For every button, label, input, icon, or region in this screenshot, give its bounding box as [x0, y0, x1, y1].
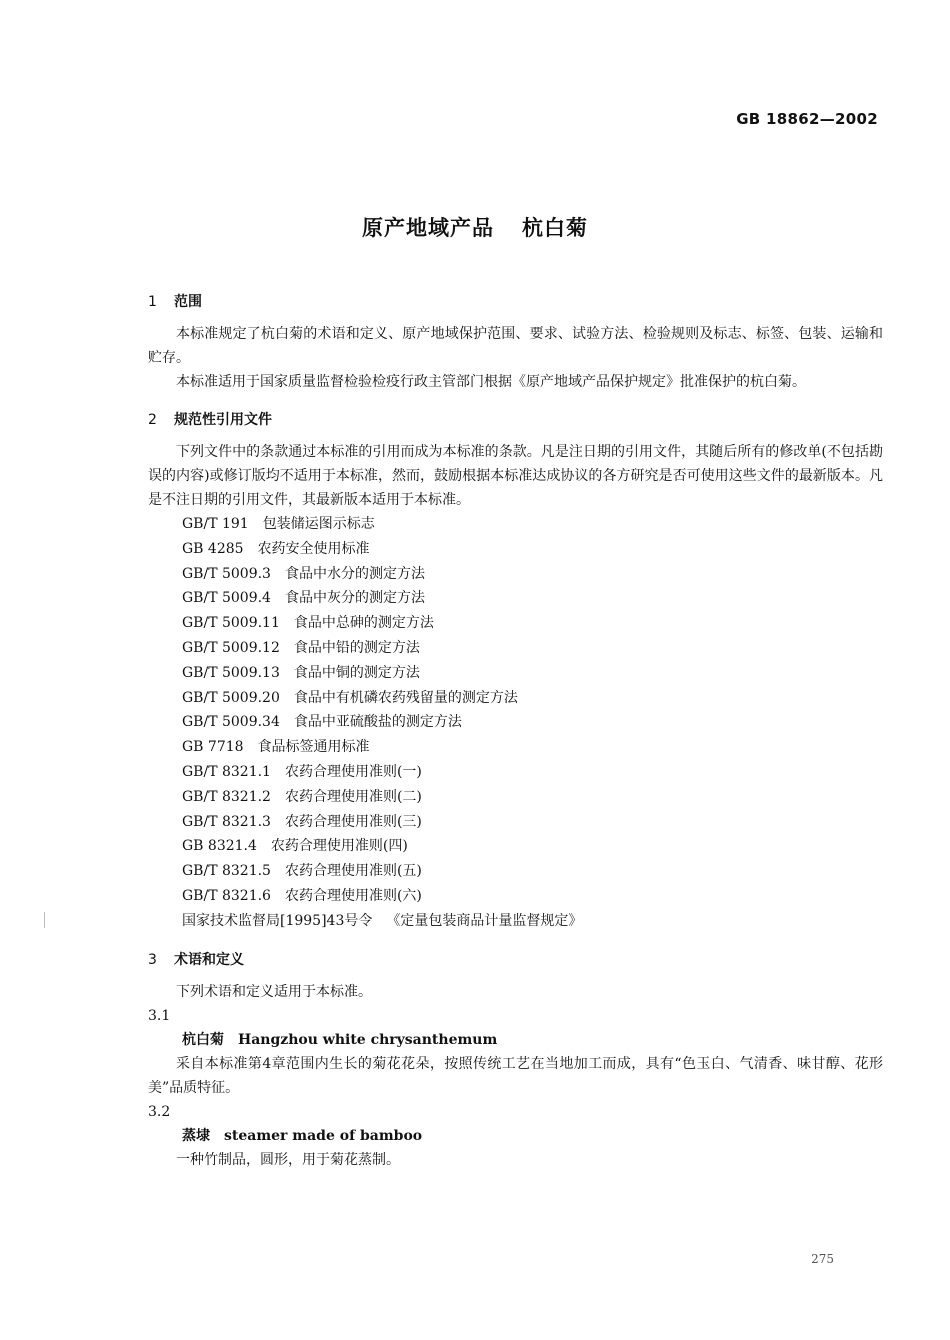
reference-code: GB/T 5009.20: [182, 689, 280, 706]
reference-title: 食品中水分的测定方法: [284, 565, 425, 582]
section-number: 2: [148, 412, 157, 428]
term-chinese: 杭白菊: [182, 1031, 224, 1048]
section-1-paragraph-1: 本标准规定了杭白菊的术语和定义、原产地域保护范围、要求、试验方法、检验规则及标志、标签、包装、运输和贮存。: [148, 326, 883, 366]
reference-code: GB/T 5009.11: [182, 615, 280, 632]
reference-item: [148, 909, 883, 934]
reference-code: GB 7718: [182, 739, 244, 756]
section-1-heading: [148, 290, 883, 314]
reference-item: [148, 760, 883, 785]
reference-item: [148, 537, 883, 562]
section-number: 1: [148, 294, 157, 310]
reference-title: 农药合理使用准则(六): [284, 887, 422, 904]
reference-item: [148, 512, 883, 537]
reference-title: 食品中铅的测定方法: [293, 639, 420, 656]
reference-title: 食品标签通用标准: [257, 739, 370, 756]
document-body: [148, 290, 883, 1172]
reference-list: [148, 512, 883, 934]
reference-code: GB/T 5009.4: [182, 590, 271, 607]
reference-item: [148, 884, 883, 909]
section-title: 规范性引用文件: [174, 412, 272, 428]
reference-item: [148, 686, 883, 711]
section-3-heading: [148, 948, 883, 972]
document-title: [0, 212, 950, 242]
reference-code: GB/T 8321.1: [182, 763, 271, 780]
term-heading: [148, 1124, 883, 1148]
reference-title: 农药合理使用准则(五): [284, 863, 422, 880]
reference-item: [148, 661, 883, 686]
section-3-intro: 下列术语和定义适用于本标准。: [176, 983, 372, 1000]
reference-title: 食品中铜的测定方法: [293, 664, 420, 681]
section-number: 3: [148, 951, 157, 968]
reference-title: 食品中亚硫酸盐的测定方法: [293, 714, 462, 731]
reference-code: GB/T 5009.12: [182, 639, 280, 656]
term-chinese: 蒸埭: [182, 1127, 210, 1144]
reference-item: [148, 636, 883, 661]
clause-number: 3.2: [148, 1103, 171, 1120]
reference-title: 农药合理使用准则(二): [284, 788, 422, 805]
section-2-intro: 下列文件中的条款通过本标准的引用而成为本标准的条款。凡是注日期的引用文件，其随后所有的修改单(不包括勘误的内容)或修订版均不适用于本标准，然而，鼓励根据本标准达成协议的各方研究是否可使用这些文件的最新版本。凡是不注日期的引用文件，其最新版本适用于本标准。: [148, 444, 883, 508]
reference-code: GB 4285: [182, 540, 244, 557]
reference-code: 国家技术监督局[1995]43号令: [182, 912, 373, 929]
title-part-2: 杭白菊: [522, 216, 588, 240]
reference-code: GB/T 8321.6: [182, 887, 271, 904]
reference-item: [148, 586, 883, 611]
reference-title: 食品中灰分的测定方法: [284, 590, 425, 607]
scan-edge-mark: [44, 912, 45, 928]
reference-item: [148, 810, 883, 835]
term-definition: 一种竹制品，圆形，用于菊花蒸制。: [176, 1151, 400, 1168]
term-definition: 采自本标准第4章范围内生长的菊花花朵，按照传统工艺在当地加工而成，具有“色玉白、气清香、味甘醇、花形美”品质特征。: [148, 1055, 883, 1096]
reference-title: 农药合理使用准则(一): [284, 763, 422, 780]
term-english: steamer made of bamboo: [224, 1127, 423, 1144]
reference-item: [148, 859, 883, 884]
reference-code: GB/T 5009.13: [182, 664, 280, 681]
reference-title: 食品中总砷的测定方法: [293, 615, 434, 632]
reference-item: [148, 834, 883, 859]
reference-item: [148, 611, 883, 636]
reference-code: GB/T 5009.3: [182, 565, 271, 582]
reference-item: [148, 710, 883, 735]
section-title: 术语和定义: [174, 951, 244, 968]
reference-code: GB 8321.4: [182, 838, 257, 855]
reference-code: GB/T 8321.5: [182, 863, 271, 880]
title-part-1: 原产地域产品: [362, 216, 494, 240]
clause-number: 3.1: [148, 1007, 171, 1024]
reference-code: GB/T 5009.34: [182, 714, 280, 731]
reference-title: 农药合理使用准则(四): [270, 838, 408, 855]
section-1-paragraph-2: 本标准适用于国家质量监督检验检疫行政主管部门根据《原产地域产品保护规定》批准保护的杭白菊。: [176, 374, 806, 390]
reference-item: [148, 562, 883, 587]
reference-item: [148, 735, 883, 760]
standard-number: GB 18862—2002: [736, 110, 878, 128]
reference-code: GB/T 191: [182, 516, 249, 532]
reference-title: 《定量包装商品计量监督规定》: [386, 912, 583, 929]
section-2-heading: [148, 408, 883, 432]
reference-item: [148, 785, 883, 810]
reference-title: 食品中有机磷农药残留量的测定方法: [293, 689, 518, 706]
reference-title: 农药安全使用标准: [257, 540, 370, 557]
reference-code: GB/T 8321.2: [182, 788, 271, 805]
reference-title: 农药合理使用准则(三): [284, 813, 422, 830]
page-number: 275: [811, 1252, 834, 1266]
term-english: Hangzhou white chrysanthemum: [238, 1031, 498, 1048]
reference-code: GB/T 8321.3: [182, 813, 271, 830]
term-heading: [148, 1028, 883, 1052]
reference-title: 包装储运图示标志: [262, 516, 375, 532]
section-title: 范围: [174, 294, 202, 310]
